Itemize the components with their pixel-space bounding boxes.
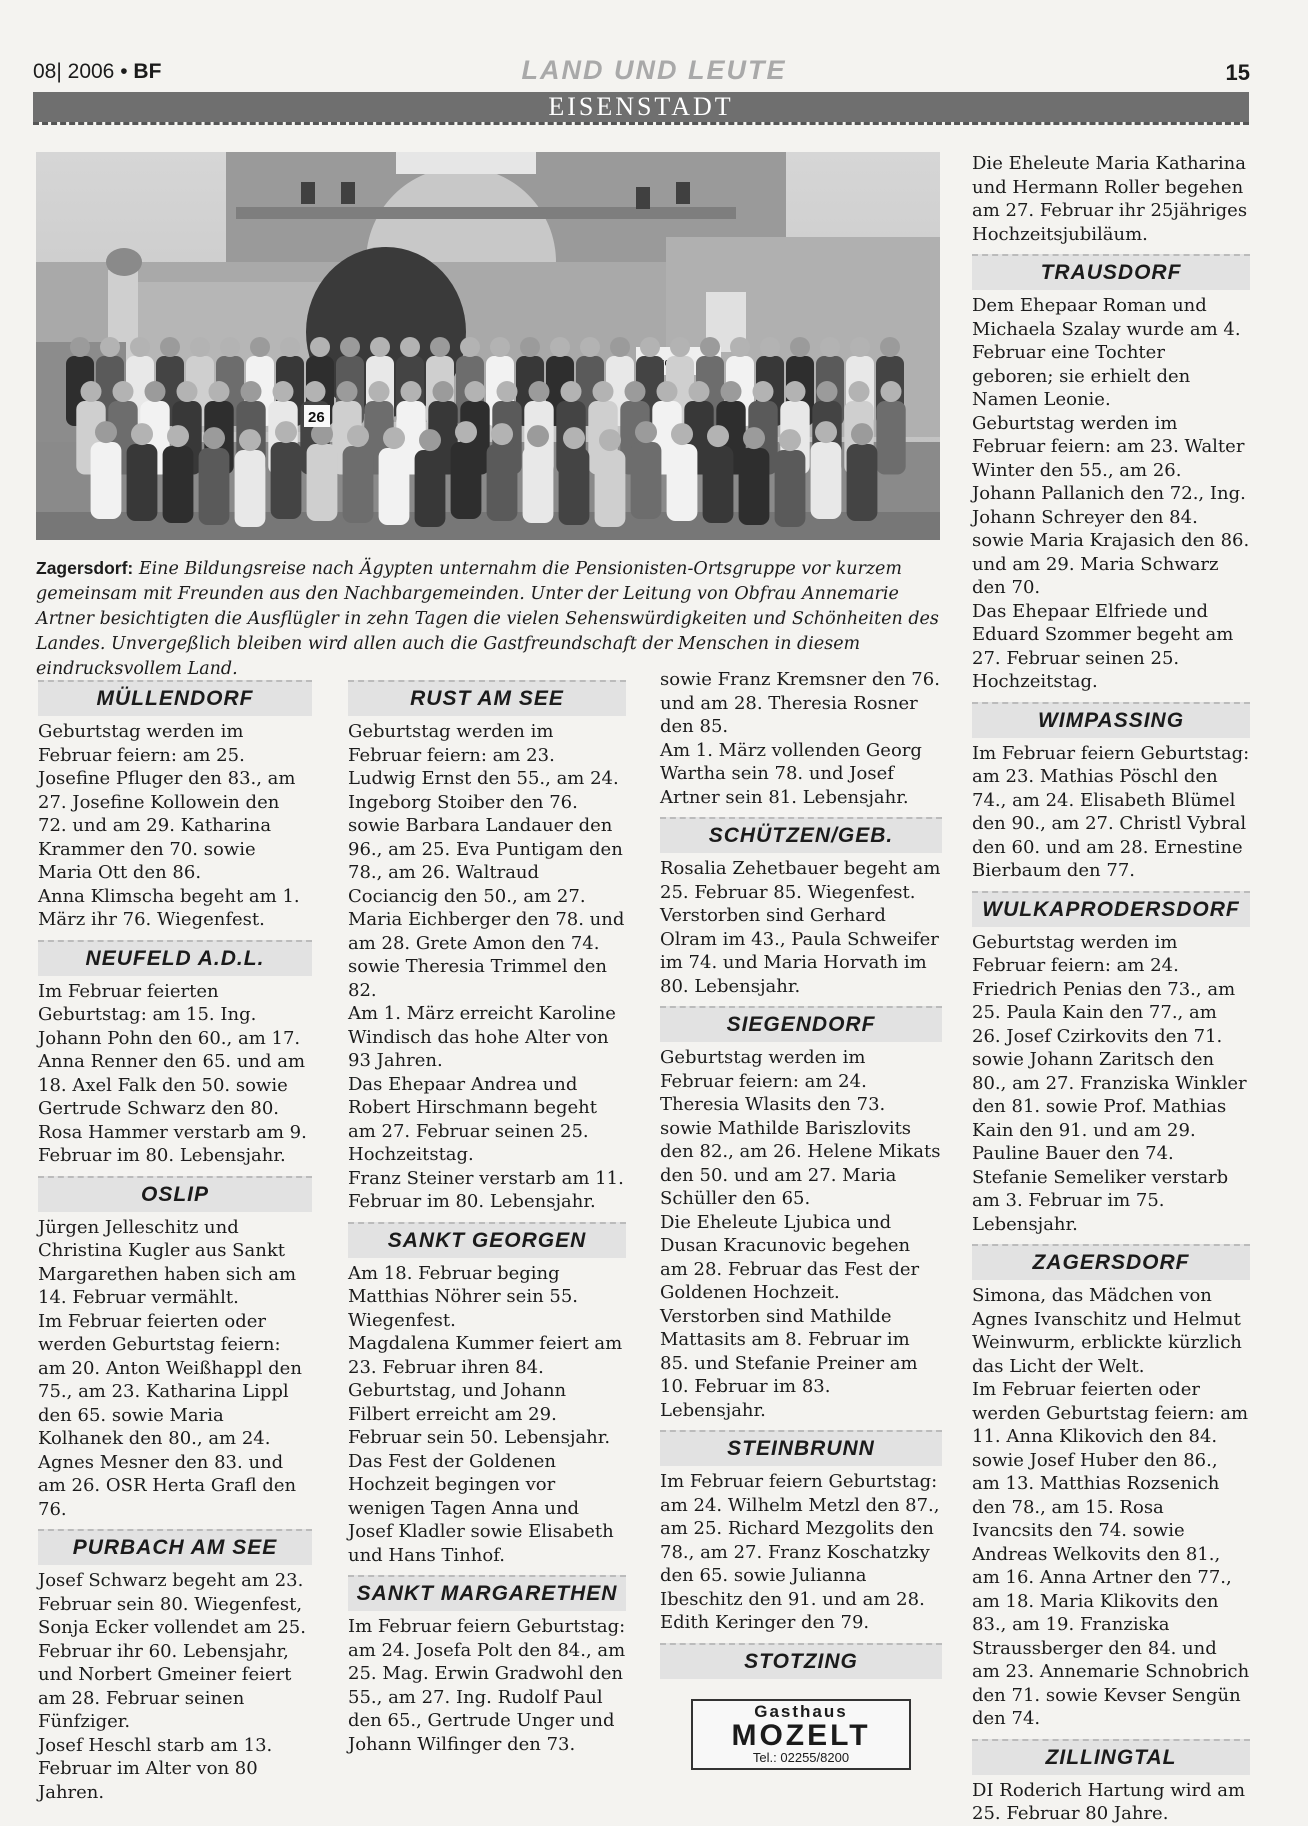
person-head	[337, 381, 358, 402]
person-head	[190, 337, 210, 357]
section-heading-neufeld-a-d-l: NEUFELD A.D.L.	[38, 940, 312, 976]
person-figure	[667, 444, 698, 521]
person-figure	[523, 446, 554, 523]
person-head	[580, 337, 600, 357]
person-figure	[595, 450, 626, 527]
person-head	[131, 423, 153, 445]
person-head	[670, 337, 690, 357]
person-head	[369, 381, 390, 402]
column-3	[660, 668, 942, 1770]
paragraph: Das Fest der Goldenen Hochzeit begingen vor wenigen Tagen Anna und Josef Kladler sowie Elisabeth und Hans Tinhof.	[348, 1450, 614, 1566]
person-figure	[163, 446, 194, 523]
paragraph: Im Februar feiern Geburtstag: am 24. Wilhelm Metzl den 87., am 25. Richard Mezgolits den 78., am 27. Franz Koschatzky den 65. sowie Julianna Ibeschitz den 91. und am 28. Edith Keringer den 79.	[660, 1471, 940, 1633]
person-head	[239, 429, 261, 451]
person-head	[527, 425, 549, 447]
person-figure	[631, 442, 662, 519]
paragraph: DI Roderich Hartung wird am 25. Februar 80 Jahre.	[972, 1779, 1246, 1824]
paragraph: Josef Heschl starb am 13. Februar im Alter von 80 Jahren.	[38, 1734, 273, 1803]
issue-label: 08| 2006 • BF	[33, 60, 162, 83]
person-head	[700, 337, 720, 357]
page-number: 15	[1225, 60, 1250, 85]
person-head	[400, 337, 420, 357]
person-head	[529, 381, 550, 402]
paragraph: Verstorben sind Mathilde Mattasits am 8. Februar im 85. und Stefanie Preiner am 10. Februar im 83. Lebensjahr.	[660, 1305, 918, 1421]
person-figure	[271, 442, 302, 519]
person-head	[881, 381, 902, 402]
person-head	[671, 423, 693, 445]
paragraph: Geburtstag werden im Februar feiern: am 24. Friedrich Penias den 73., am 25. Paula Kain den 77., am 26. Josef Czirkovits den 71. sowie Johann Zaritsch den 80., am 27. Franziska Winkler den 81. sowie Prof. Mathias Kain den 91. und am 29. Pauline Bauer den 74.	[972, 931, 1247, 1164]
person-head	[280, 337, 300, 357]
region-band: EISENSTADT	[33, 92, 1249, 122]
group-photo	[36, 152, 940, 540]
paragraph: Simona, das Mädchen von Agnes Ivanschitz und Helmut Weinwurm, erblickte kürzlich das Licht der Welt.	[972, 1285, 1242, 1377]
person-head	[273, 381, 294, 402]
person-figure	[379, 448, 410, 525]
person-figure	[876, 401, 905, 475]
paragraph: Die Eheleute Ljubica und Dusan Kracunovic begehen am 28. Februar das Fest der Goldenen Hochzeit.	[660, 1211, 920, 1303]
paragraph: Geburtstag werden im Februar feiern: am 25. Josefine Pfluger den 83., am 27. Josefine Kollowein den 72. und am 29. Katharina Krammer den 70. sowie Maria Ott den 86.	[38, 721, 296, 883]
person-figure	[811, 442, 842, 519]
person-head	[241, 381, 262, 402]
person-figure	[127, 444, 158, 521]
person-head	[610, 337, 630, 357]
person-head	[689, 381, 710, 402]
paragraph: Die Eheleute Maria Katharina und Hermann Roller begehen am 27. Februar ihr 25jähriges Hochzeitsjubiläum.	[972, 153, 1248, 245]
column-2	[348, 680, 626, 1756]
person-figure	[343, 446, 374, 523]
person-head	[100, 337, 120, 357]
section-heading-siegendorf: SIEGENDORF	[660, 1006, 942, 1042]
person-head	[305, 381, 326, 402]
caption-text: Eine Bildungsreise nach Ägypten unternahm die Pensionisten-Ortsgruppe vor kurzem gemeinsam mit Freunden aus den Nachbargemeinden. Unter der Leitung von Obfrau Annemarie Artner besichtigten die Ausflügler in zehn Tagen die vielen Sehenswürdigkeiten und Schönheiten des Landes. Unvergeßlich bleiben wird allen auch die Gastfreundschaft der Menschen in diesem eindrucksvollem Land.	[36, 559, 939, 679]
person-head	[817, 381, 838, 402]
person-head	[497, 381, 518, 402]
section-heading-wimpassing: WIMPASSING	[972, 702, 1250, 738]
paragraph: Jürgen Jelleschitz und Christina Kugler aus Sankt Margarethen haben sich am 14. Februar vermählt.	[38, 1216, 297, 1308]
paragraph: Verstorben sind Gerhard Olram im 43., Paula Schweifer im 74. und Maria Horvath im 80. Lebensjahr.	[660, 905, 939, 997]
person-head	[455, 421, 477, 443]
person-head	[167, 425, 189, 447]
person-head	[310, 337, 330, 357]
section-heading-sankt-margarethen: SANKT MARGARETHEN	[348, 1575, 626, 1611]
person-head	[209, 381, 230, 402]
section-heading-steinbrunn: STEINBRUNN	[660, 1430, 942, 1466]
paragraph: Im Februar feierten oder werden Geburtstag feiern: am 20. Anton Weißhappl den 75., am 23. Katharina Lippl den 65. sowie Maria Kolhanek den 80., am 24. Agnes Mesner den 83. und am 26. OSR Herta Grafl den 76.	[38, 1310, 302, 1520]
person-head	[95, 421, 117, 443]
paragraph: Am 18. Februar beging Matthias Nöhrer sein 55. Wiegenfest.	[348, 1262, 579, 1331]
section-heading-schützen-geb: SCHÜTZEN/GEB.	[660, 817, 942, 853]
person-head	[130, 337, 150, 357]
ad-line-1: Gasthaus	[754, 1701, 848, 1721]
person-head	[250, 337, 270, 357]
person-head	[160, 337, 180, 357]
person-head	[430, 337, 450, 357]
person-head	[635, 421, 657, 443]
section-heading-zagersdorf: ZAGERSDORF	[972, 1244, 1250, 1280]
paragraph: Am 1. März vollenden Georg Wartha sein 78. und Josef Artner sein 81. Lebensjahr.	[660, 739, 922, 808]
number-sign: 26	[308, 409, 325, 426]
person-figure	[451, 442, 482, 519]
paragraph: Magdalena Kummer feiert am 23. Februar ihren 84. Geburtstag, und Johann Filbert erreicht am 29. Februar sein 50. Lebensjahr.	[348, 1333, 623, 1448]
person-head	[550, 337, 570, 357]
paragraph: sowie Franz Kremsner den 76. und am 28. Theresia Rosner den 85.	[660, 669, 940, 737]
person-head	[340, 337, 360, 357]
section-heading-rust-am-see: RUST AM SEE	[348, 680, 626, 716]
paragraph: Dem Ehepaar Roman und Michaela Szalay wurde am 4. Februar eine Tochter geboren; sie erhielt den Namen Leonie.	[972, 295, 1241, 410]
person-head	[760, 337, 780, 357]
advertisement	[691, 1699, 911, 1770]
person-head	[370, 337, 390, 357]
person-head	[145, 381, 166, 402]
person-figure	[703, 446, 734, 523]
person-head	[203, 427, 225, 449]
person-figure	[847, 444, 878, 521]
section-heading-oslip: OSLIP	[38, 1176, 312, 1212]
person-figure	[307, 444, 338, 521]
person-head	[465, 381, 486, 402]
person-head	[625, 381, 646, 402]
person-figure	[775, 450, 806, 527]
person-head	[81, 381, 102, 402]
person-head	[657, 381, 678, 402]
paragraph: Das Ehepaar Elfriede und Eduard Szommer begeht am 27. Februar seinen 25. Hochzeitstag.	[972, 600, 1234, 692]
paragraph: Stefanie Semeliker verstarb am 3. Februar im 75. Lebensjahr.	[972, 1166, 1229, 1235]
section-heading-müllendorf: MÜLLENDORF	[38, 680, 312, 716]
person-head	[460, 337, 480, 357]
person-head	[850, 337, 870, 357]
person-head	[599, 429, 621, 451]
ad-line-2: MOZELT	[731, 1718, 871, 1752]
person-head	[419, 429, 441, 451]
section-heading-zillingtal: ZILLINGTAL	[972, 1739, 1250, 1775]
person-head	[815, 421, 837, 443]
column-1	[38, 680, 312, 1804]
paragraph: Franz Steiner verstarb am 11. Februar im 80. Lebensjahr.	[348, 1167, 624, 1212]
caption-place: Zagersdorf:	[36, 558, 134, 578]
person-head	[779, 429, 801, 451]
person-head	[70, 337, 90, 357]
person-head	[753, 381, 774, 402]
person-figure	[487, 444, 518, 521]
person-head	[563, 427, 585, 449]
photo-caption	[36, 556, 940, 682]
person-figure	[415, 450, 446, 527]
section-title: LAND UND LEUTE	[521, 55, 787, 85]
paragraph: Josef Schwarz begeht am 23. Februar sein 80. Wiegenfest, Sonja Ecker vollendet am 25. Februar ihr 60. Lebensjahr, und Norbert Gmeiner feiert am 28. Februar seinen Fünfziger.	[38, 1570, 306, 1732]
person-head	[785, 381, 806, 402]
paragraph: Im Februar feierten Geburtstag: am 15. Ing. Johann Pohn den 60., am 17. Anna Renner den 65. und am 18. Axel Falk den 50. sowie Gertrude Schwarz den 80.	[38, 980, 306, 1119]
person-head	[790, 337, 810, 357]
person-head	[820, 337, 840, 357]
person-head	[520, 337, 540, 357]
person-head	[220, 337, 240, 357]
column-4	[972, 152, 1250, 1826]
paragraph: Geburtstag werden im Februar feiern: am 23. Walter Winter den 55., am 26. Johann Pallanich den 72., Ing. Johann Schreyer den 84. sowie Maria Krajasich den 86. und am 29. Maria Schwarz den 70.	[972, 412, 1250, 598]
paragraph: Im Februar feiern Geburtstag: am 23. Mathias Pöschl den 74., am 24. Elisabeth Blümel den 90., am 27. Christl Vybral den 60. und am 28. Ernestine Bierbaum den 77.	[972, 742, 1250, 881]
paragraph: Rosa Hammer verstarb am 9. Februar im 80. Lebensjahr.	[38, 1121, 307, 1166]
person-head	[401, 381, 422, 402]
paragraph: Im Februar feierten oder werden Geburtstag feiern: am 11. Anna Klikovich den 84. sowie Josef Huber den 86., am 13. Matthias Rozsenich den 78., am 15. Rosa Ivancsits den 74. sowie Andreas Welkovits den 81., am 16. Anna Artner den 77., am 18. Maria Klikovits den 83., am 19. Franziska Straussberger den 84. und am 23. Annemarie Schnobrich den 71. sowie Kevser Sengün den 74.	[972, 1379, 1250, 1729]
person-head	[851, 423, 873, 445]
paragraph: Das Ehepaar Andrea und Robert Hirschmann begeht am 27. Februar seinen 25. Hochzeitstag.	[348, 1073, 597, 1165]
section-heading-sankt-georgen: SANKT GEORGEN	[348, 1222, 626, 1258]
person-head	[177, 381, 198, 402]
section-heading-purbach-am-see: PURBACH AM SEE	[38, 1529, 312, 1565]
person-head	[490, 337, 510, 357]
person-figure	[559, 448, 590, 525]
person-head	[849, 381, 870, 402]
paragraph: Am 1. März erreicht Karoline Windisch das hohe Alter von 93 Jahren.	[348, 1003, 616, 1071]
person-figure	[199, 448, 230, 525]
person-head	[383, 427, 405, 449]
person-head	[730, 337, 750, 357]
person-figure	[739, 448, 770, 525]
person-head	[721, 381, 742, 402]
paragraph: Rosalia Zehetbauer begeht am 25. Februar 85. Wiegenfest.	[660, 858, 941, 903]
person-head	[113, 381, 134, 402]
person-head	[347, 425, 369, 447]
person-head	[593, 381, 614, 402]
person-head	[561, 381, 582, 402]
person-head	[880, 337, 900, 357]
person-figure	[91, 442, 122, 519]
ad-phone: Tel.: 02255/8200	[752, 1749, 850, 1765]
brand-label: BF	[133, 60, 162, 83]
paragraph: Anna Klimscha begeht am 1. März ihr 76. Wiegenfest.	[38, 885, 300, 930]
section-heading-stotzing: STOTZING	[660, 1643, 942, 1679]
person-head	[743, 427, 765, 449]
person-head	[275, 421, 297, 443]
paragraph: Geburtstag werden im Februar feiern: am 24. Theresia Wlasits den 73. sowie Mathilde Bariszlovits den 82., am 26. Helene Mikats den 50. und am 27. Maria Schüller den 65.	[660, 1047, 941, 1209]
person-figure	[235, 450, 266, 527]
divider	[33, 122, 1249, 125]
section-heading-wulkaprodersdorf: WULKAPRODERSDORF	[972, 891, 1250, 927]
person-head	[433, 381, 454, 402]
paragraph: Geburtstag werden im Februar feiern: am 23. Ludwig Ernst den 55., am 24. Ingeborg Stoiber den 76. sowie Barbara Landauer den 96., am 25. Eva Puntigam den 78., am 26. Waltraud Cociancig den 50., am 27. Maria Eichberger den 78. und am 28. Grete Amon den 74. sowie Theresia Trimmel den 82.	[348, 721, 625, 1001]
section-heading-trausdorf: TRAUSDORF	[972, 254, 1250, 290]
person-head	[640, 337, 660, 357]
paragraph: Im Februar feiern Geburtstag: am 24. Josefa Polt den 84., am 25. Mag. Erwin Gradwohl den 55., am 27. Ing. Rudolf Paul den 65., Gertrude Unger und Johann Wilfinger den 73.	[348, 1616, 626, 1755]
person-head	[707, 425, 729, 447]
person-head	[491, 423, 513, 445]
